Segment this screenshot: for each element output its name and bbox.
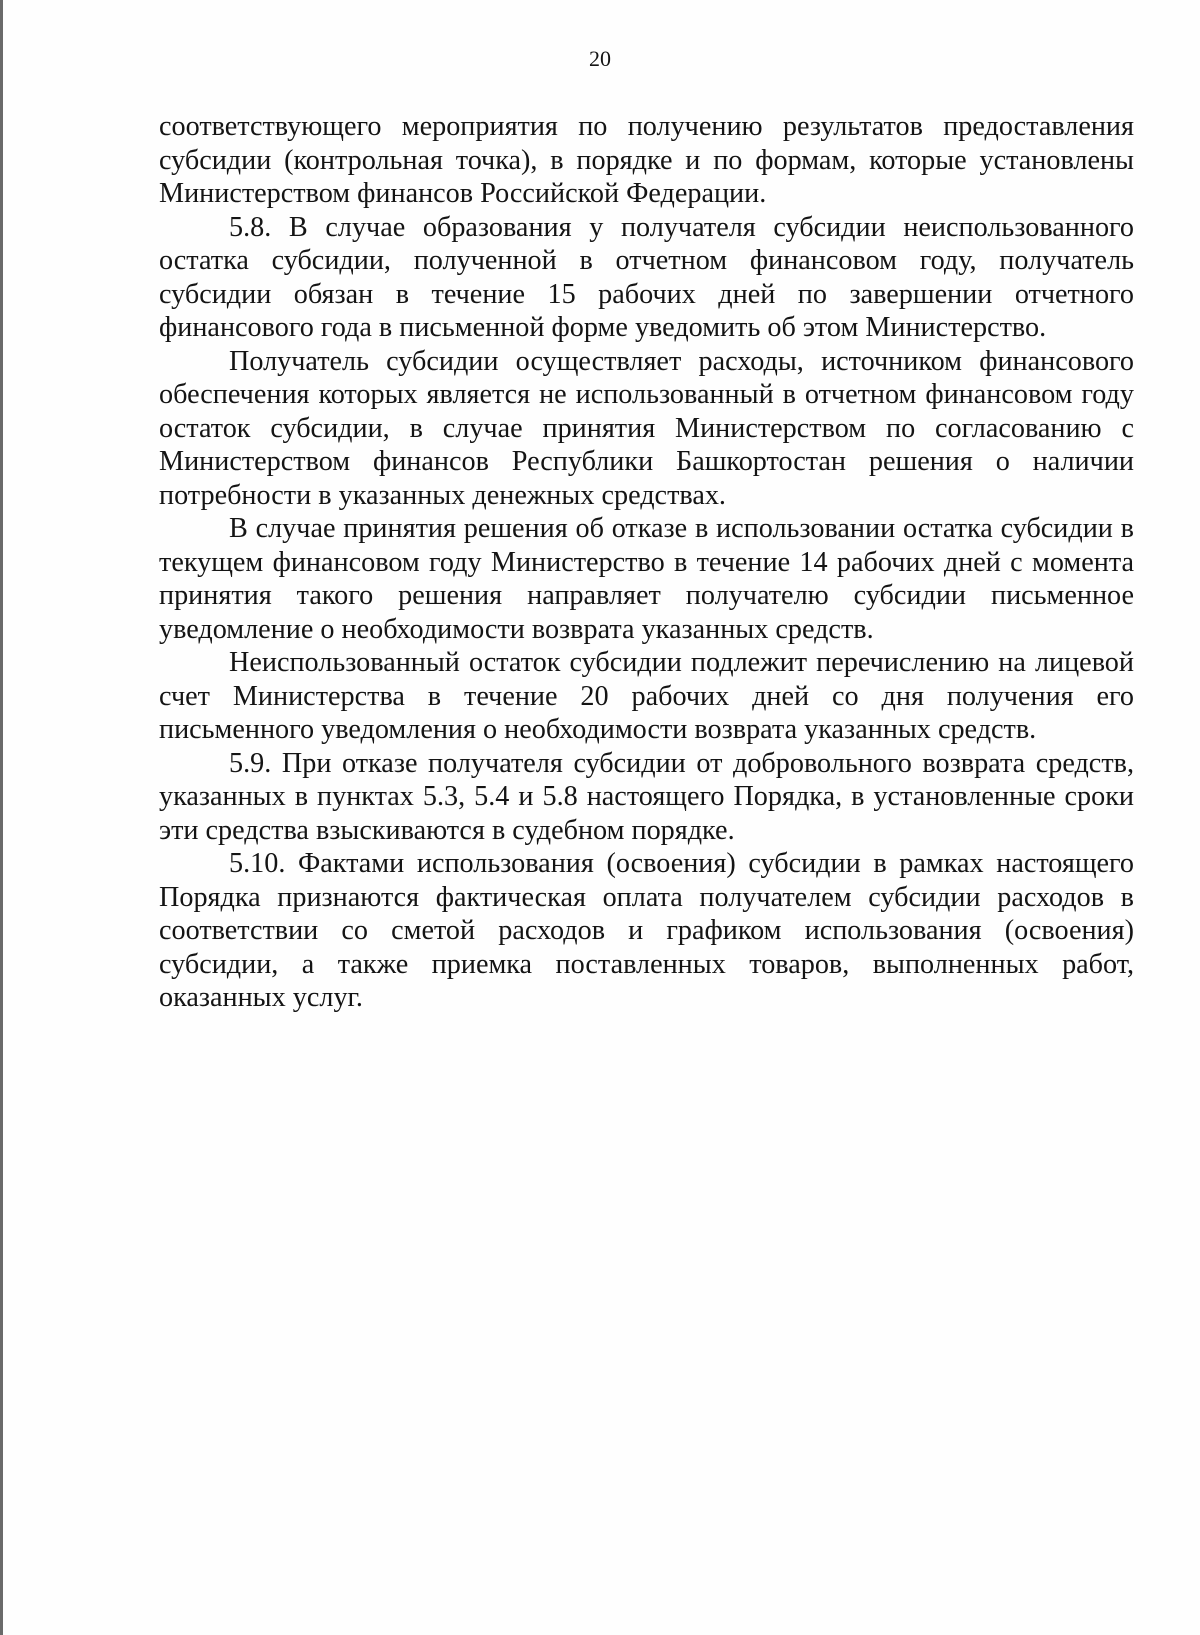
scan-edge	[0, 0, 3, 1635]
document-body	[159, 110, 1134, 1015]
page-number: 20	[589, 46, 611, 71]
paragraph-unused-balance: Неиспользованный остаток субсидии подлежит перечислению на лицевой счет Министерства в течение 20 рабочих дней со дня получения его письменного уведомления о необходимости возврата указанных средств.	[159, 647, 1134, 745]
paragraph-refusal-decision: В случае принятия решения об отказе в использовании остатка субсидии в текущем финансовом году Министерство в течение 14 рабочих дней с момента принятия такого решения направляет получателю субсидии письменное уведомление о необходимости возврата указанных средств.	[159, 513, 1134, 645]
paragraph-continuation: соответствующего мероприятия по получению результатов предоставления субсидии (контрольная точка), в порядке и по формам, которые установлены Министерством финансов Российской Федерации.	[159, 111, 1134, 209]
paragraph-5-8: 5.8. В случае образования у получателя субсидии неиспользованного остатка субсидии, полученной в отчетном финансовом году, получатель субсидии обязан в течение 15 рабочих дней по завершении отчетного финансового года в письменной форме уведомить об этом Министерство.	[159, 211, 1134, 343]
paragraph-expenses: Получатель субсидии осуществляет расходы, источником финансового обеспечения которых является не использованный в отчетном финансовом году остаток субсидии, в случае принятия Министерством по согласованию с Министерством финансов Республики Башкортостан решения о наличии потребности в указанных денежных средствах.	[159, 345, 1134, 511]
paragraph-5-10: 5.10. Фактами использования (освоения) субсидии в рамках настоящего Порядка признаются фактическая оплата получателем субсидии расходов в соответствии со сметой расходов и графиком использования (освоения) субсидии, а также приемка поставленных товаров, выполненных работ, оказанных услуг.	[159, 848, 1134, 1013]
paragraph-5-9: 5.9. При отказе получателя субсидии от добровольного возврата средств, указанных в пунктах 5.3, 5.4 и 5.8 настоящего Порядка, в установленные сроки эти средства взыскиваются в судебном порядке.	[159, 747, 1134, 846]
